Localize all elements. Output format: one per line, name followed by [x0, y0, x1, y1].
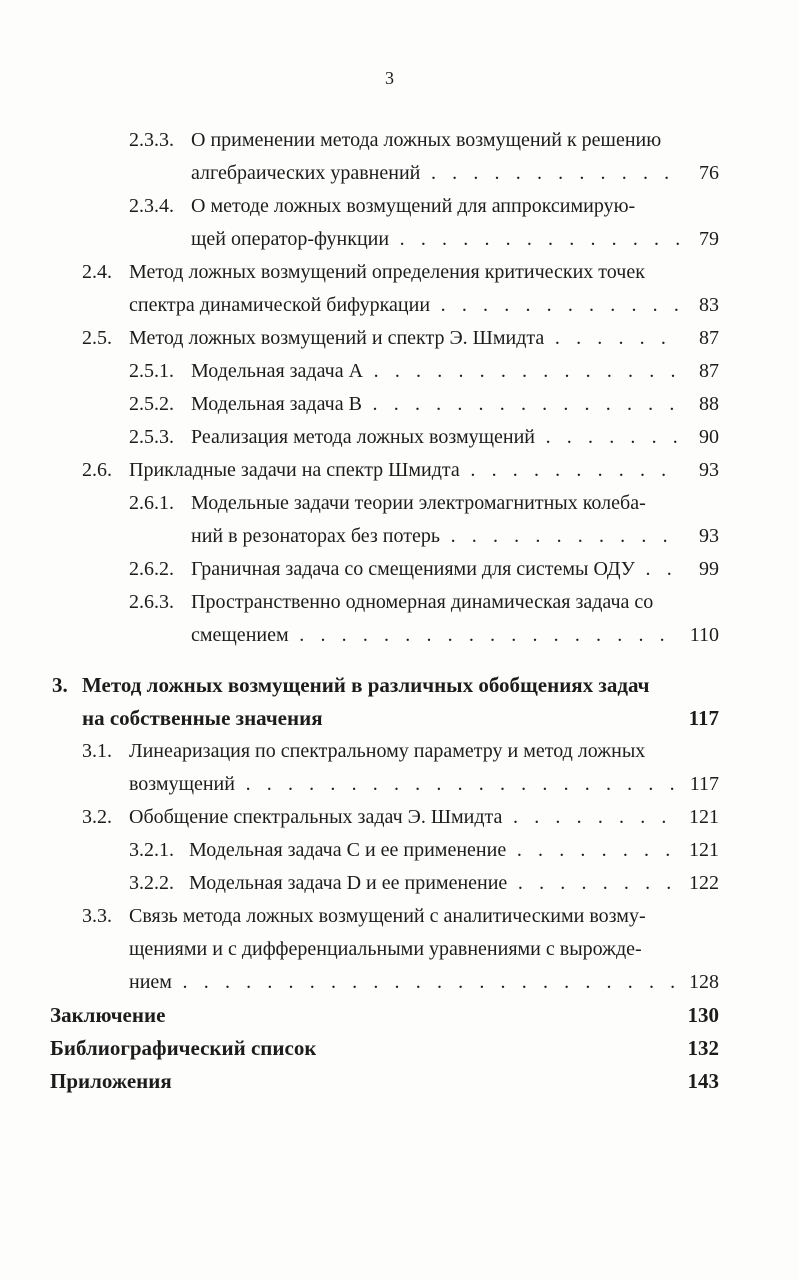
toc-entry-title: Прикладные задачи на спектр Шмидта . . . [129, 454, 679, 487]
toc-entry-page: 87 [699, 360, 719, 382]
toc-entry-page: 117 [688, 706, 719, 730]
toc-entry-page: 93 [699, 459, 719, 481]
toc-entry-2-6-2[interactable] [129, 553, 719, 586]
toc-entry-number: 2.4. [82, 261, 112, 283]
toc-entry-title: Модельная задача В . . . [191, 388, 679, 421]
toc-entry-2-3-4[interactable] [129, 190, 719, 223]
toc-entry-title: Линеаризация по спектральному параметру и метод ложных [129, 740, 646, 762]
toc-entry-title: Обобщение спектральных задач Э. Шмидта . . . [129, 801, 674, 834]
toc-chapter-3-cont [82, 702, 719, 735]
toc-entry-page: 90 [699, 426, 719, 448]
toc-entry-page: 87 [699, 327, 719, 349]
toc-entry-number: 3.2.1. [129, 839, 174, 861]
toc-entry-title: возмущений . . . [129, 768, 674, 801]
toc-entry-title: О применении метода ложных возмущений к решению [191, 129, 662, 151]
toc-entry-title: О методе ложных возмущений для аппроксимирую- [191, 195, 636, 217]
toc-entry-number: 2.3.3. [129, 129, 174, 151]
toc-entry-page: 143 [687, 1069, 719, 1093]
toc-entry-page: 132 [687, 1036, 719, 1060]
toc-entry-title: алгебраических уравнений . . . [191, 157, 679, 190]
toc-entry-page: 121 [689, 806, 719, 828]
toc-entry-number: 3.3. [82, 905, 112, 927]
toc-entry-title: ний в резонаторах без потерь . . . [191, 520, 679, 553]
toc-entry-title: Связь метода ложных возмущений с аналитическими возму- [129, 905, 646, 927]
toc-entry-3-2[interactable] [82, 801, 719, 834]
toc-entry-number: 2.6.1. [129, 492, 174, 514]
toc-entry-number: 2.6. [82, 459, 112, 481]
toc-entry-3-1[interactable] [82, 735, 719, 768]
toc-entry-page: 88 [699, 393, 719, 415]
toc-entry-3-3-cont [129, 933, 719, 966]
toc-entry-title: на собственные значения [82, 706, 323, 730]
toc-entry-page: 122 [689, 872, 719, 894]
toc-entry-3-2-2[interactable] [129, 867, 719, 900]
toc-entry-page: 117 [689, 773, 719, 795]
toc-entry-title: Заключение [50, 1003, 166, 1027]
toc-entry-title: нием . . . [129, 966, 674, 999]
toc-entry-title: Модельная задача С и ее применение . . . [189, 834, 674, 867]
toc-bibliography[interactable] [50, 1032, 719, 1065]
toc-entry-3-2-1[interactable] [129, 834, 719, 867]
toc-appendices[interactable] [50, 1065, 719, 1098]
toc-entry-title: Метод ложных возмущений в различных обобщениях задач [82, 673, 650, 697]
toc-entry-number: 2.6.3. [129, 591, 174, 613]
toc-entry-number: 3.2. [82, 806, 112, 828]
toc-entry-number: 2.3.4. [129, 195, 174, 217]
toc-entry-page: 128 [689, 971, 719, 993]
toc-entry-number: 2.5. [82, 327, 112, 349]
toc-entry-title: спектра динамической бифуркации . . . [129, 289, 679, 322]
toc-entry-2-6-3[interactable] [129, 586, 719, 619]
toc-entry-2-5-1[interactable] [129, 355, 719, 388]
toc-entry-page: 79 [699, 228, 719, 250]
toc-entry-title: Библиографический список [50, 1036, 317, 1060]
toc-entry-title: Модельная задача А . . . [191, 355, 679, 388]
toc-entry-title: Реализация метода ложных возмущений . . . [191, 421, 679, 454]
toc-entry-page: 110 [689, 624, 719, 646]
toc-entry-title: щениями и с дифференциальными уравнениями с вырожде- [129, 938, 642, 960]
toc-entry-page: 83 [699, 294, 719, 316]
toc-entry-title: Граничная задача со смещениями для системы ОДУ . . . [191, 553, 683, 586]
toc-entry-2-6-1[interactable] [129, 487, 719, 520]
toc-entry-3-3-cont2 [129, 966, 719, 999]
toc-entry-page: 93 [699, 525, 719, 547]
toc-entry-number: 2.6.2. [129, 558, 174, 580]
toc-entry-2-4-cont [129, 289, 719, 322]
toc-entry-title: Приложения [50, 1069, 172, 1093]
toc-entry-2-6-3-cont [191, 619, 719, 652]
toc-entry-number: 2.5.1. [129, 360, 174, 382]
toc-entry-3-3[interactable] [82, 900, 719, 933]
toc-entry-number: 3.1. [82, 740, 112, 762]
toc-entry-number: 2.5.3. [129, 426, 174, 448]
toc-entry-title: щей оператор-функции . . . [191, 223, 679, 256]
toc-entry-2-3-3[interactable] [129, 124, 719, 157]
toc-entry-title: Модельная задача D и ее применение . . . [189, 867, 674, 900]
toc-entry-2-6[interactable] [82, 454, 719, 487]
toc-entry-2-5[interactable] [82, 322, 719, 355]
toc-entry-2-3-3-cont [191, 157, 719, 190]
toc-entry-number: 2.5.2. [129, 393, 174, 415]
toc-entry-page: 99 [699, 558, 719, 580]
toc-entry-number: 3.2.2. [129, 872, 174, 894]
toc-entry-2-4[interactable] [82, 256, 719, 289]
toc-entry-title: Модельные задачи теории электромагнитных колеба- [191, 492, 646, 514]
toc-conclusion[interactable] [50, 999, 719, 1032]
toc-entry-title: Пространственно одномерная динамическая задача со [191, 591, 654, 613]
toc-entry-2-3-4-cont [191, 223, 719, 256]
toc-entry-title: Метод ложных возмущений и спектр Э. Шмидта . . . [129, 322, 679, 355]
page-number: 3 [385, 68, 394, 88]
toc-entry-3-1-cont [129, 768, 719, 801]
toc-entry-number: 3. [52, 673, 68, 697]
toc-entry-page: 76 [699, 162, 719, 184]
toc-entry-2-6-1-cont [191, 520, 719, 553]
toc-entry-page: 121 [689, 839, 719, 861]
toc-entry-2-5-3[interactable] [129, 421, 719, 454]
toc-entry-title: Метод ложных возмущений определения критических точек [129, 261, 645, 283]
toc-entry-title: смещением . . . [191, 619, 679, 652]
toc-entry-2-5-2[interactable] [129, 388, 719, 421]
toc-chapter-3[interactable] [52, 669, 719, 702]
toc-entry-page: 130 [687, 1003, 719, 1027]
